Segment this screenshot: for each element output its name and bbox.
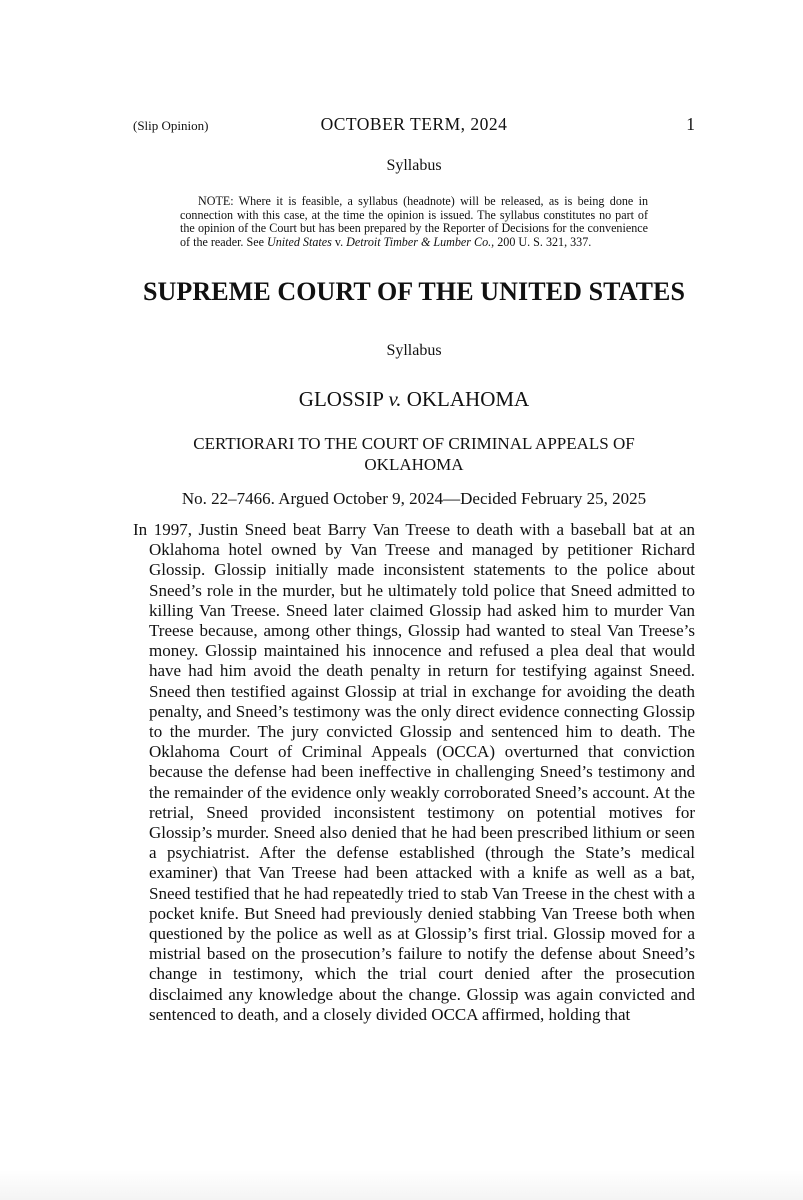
certiorari-line: CERTIORARI TO THE COURT OF CRIMINAL APPEALS OF OKLAHOMA — [193, 434, 635, 474]
body-paragraph: In 1997, Justin Sneed beat Barry Van Treese to death with a baseball bat at an Oklahoma hotel owned by Van Treese and managed by petitioner Richard Glossip. Glossip initially made inconsistent statements to the police about Sneed’s role in the murder, but he ultimately told police that Sneed admitted to killing Van Treese. Sneed later claimed Glossip had asked him to murder Van Treese because, among other things, Glossip had wanted to steal Van Treese’s money. Glossip maintained his innocence and refused a plea deal that would have had him avoid the death penalty in return for testifying against Sneed. Sneed then testified against Glossip at trial in exchange for avoiding the death penalty, and Sneed’s testimony was the only direct evidence connecting Glossip to the murder. The jury convicted Glossip and sentenced him to death. The Oklahoma Court of Criminal Appeals (OCCA) overturned that conviction because the defense had been ineffective in challenging Sneed’s testimony and the remainder of the evidence only weakly corroborated Sneed’s account. At the retrial, Sneed provided inconsistent testimony on potential motives for Glossip’s murder. Sneed also denied that he had been prescribed lithium or seen a psychiatrist. After the defense established (through the State’s medical examiner) that Van Treese had been attacked with a knife as well as a bat, Sneed testified that he had repeatedly tried to stab Van Treese in the chest with a pocket knife. But Sneed had previously denied stabbing Van Treese both when questioned by the police as well as at Glossip’s first trial. Glossip moved for a mistrial based on the prosecution’s failure to notify the defense about Sneed’s change in testimony, which the trial court denied after the prosecution disclaimed any knowledge about the change. Glossip was again convicted and sentenced to death, and a closely divided OCCA affirmed, holding that — [133, 520, 695, 1024]
petitioner: GLOSSIP — [298, 387, 384, 411]
reporter-note — [180, 195, 648, 249]
running-head — [133, 114, 695, 138]
docket-line: No. 22–7466. Argued October 9, 2024—Decided February 25, 2025 — [181, 489, 647, 508]
cited-v: v. — [331, 234, 347, 249]
respondent: OKLAHOMA — [406, 387, 530, 411]
case-title — [133, 387, 695, 412]
cited-party-2: Detroit Timber & Lumber Co., — [346, 234, 495, 249]
page-bottom-shade — [0, 1170, 803, 1200]
citation: 200 U. S. 321, 337. — [494, 234, 592, 249]
versus: v. — [388, 387, 402, 411]
cited-party-1: United States — [266, 234, 332, 249]
syllabus-heading-mid: Syllabus — [386, 342, 442, 359]
syllabus-heading-top: Syllabus — [386, 157, 442, 174]
reporter-note-text — [180, 195, 648, 249]
note-text: NOTE: Where it is feasible, a syllabus (headnote) will be released, as is being done in connection with this case, at the time the opinion is issued. The syllabus constitutes no part of the opinion of the Court but has been prepared by the Reporter of Decisions for the convenience of the reader. See — [180, 194, 648, 249]
court-name: SUPREME COURT OF THE UNITED STATES — [142, 277, 686, 306]
term-label: OCTOBER TERM, 2024 — [320, 114, 508, 134]
slip-opinion-label: (Slip Opinion) — [133, 118, 209, 133]
page-number: 1 — [686, 114, 695, 134]
syllabus-body — [133, 520, 695, 1025]
